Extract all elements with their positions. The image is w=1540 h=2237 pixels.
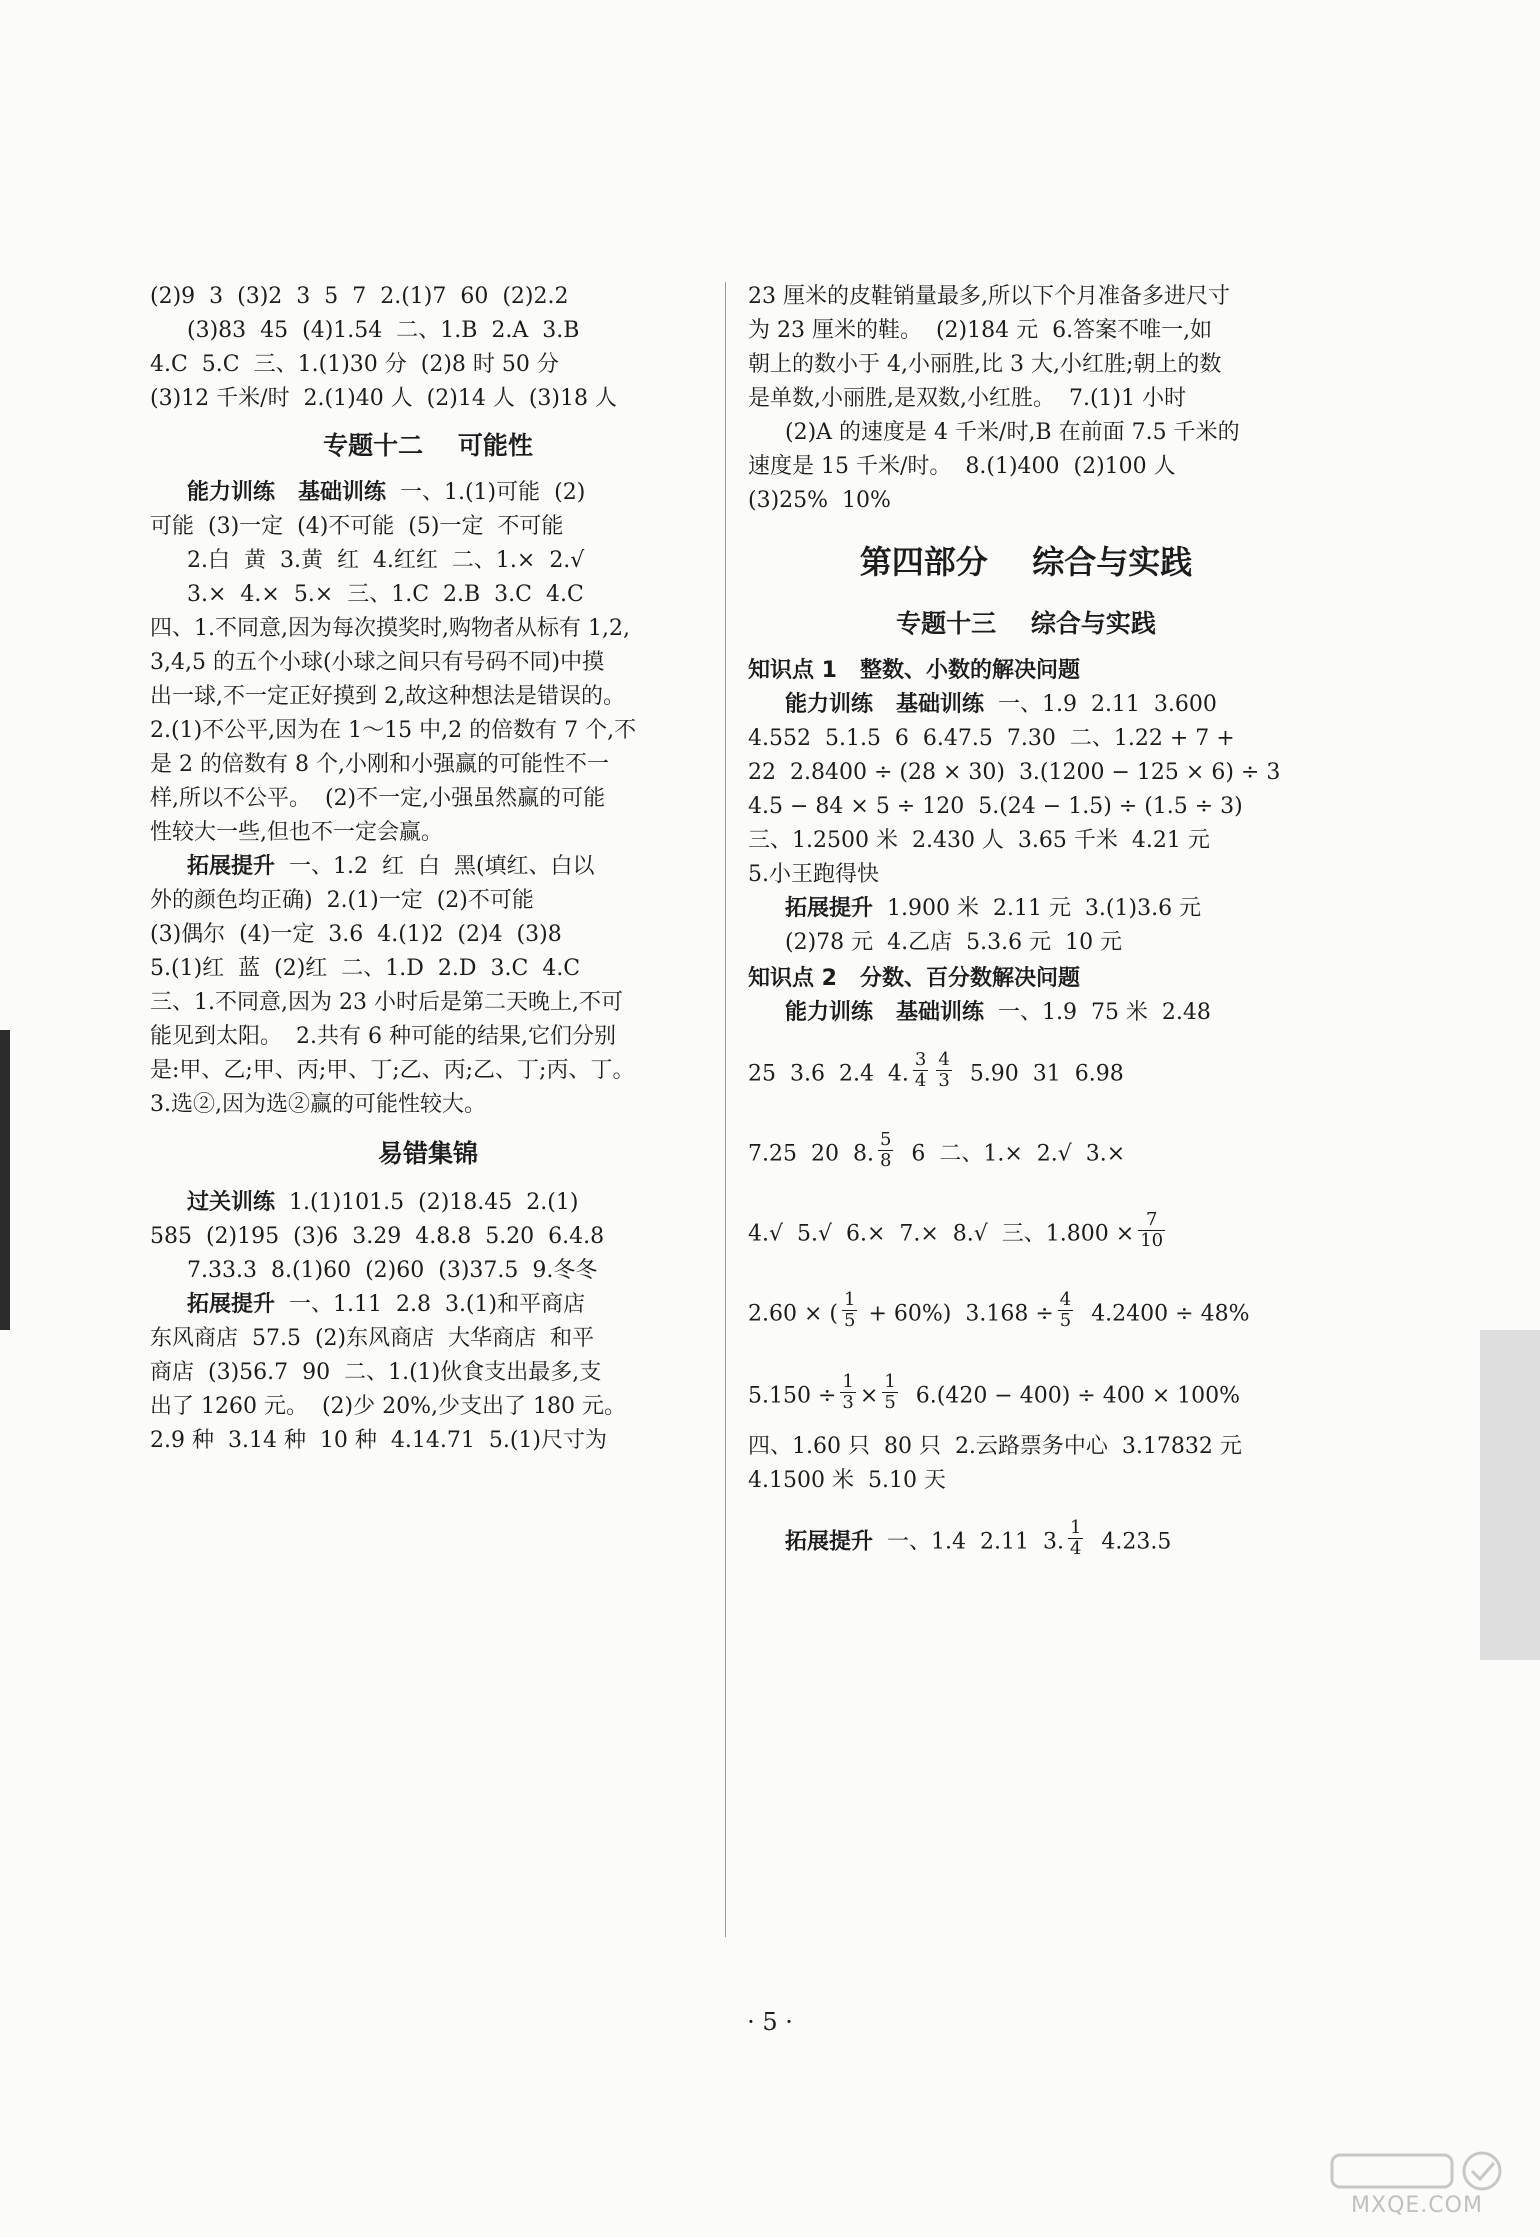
text-line: 性较大一些,但也不一定会赢。 bbox=[150, 820, 443, 845]
text-line: 7.33.3 8.(1)60 (2)60 (3)37.5 9.冬冬 bbox=[187, 1258, 598, 1283]
text-line: 出一球,不一定正好摸到 2,故这种想法是错误的。 bbox=[150, 684, 625, 709]
knowledge-point-title: 知识点 1 整数、小数的解决问题 bbox=[748, 658, 1080, 683]
text-line: 2.(1)不公平,因为在 1～15 中,2 的倍数有 7 个,不 bbox=[150, 718, 637, 743]
text-line: (2)9 3 (3)2 3 5 7 2.(1)7 60 (2)2.2 bbox=[150, 284, 569, 309]
answer-text: 5.150 ÷ bbox=[748, 1383, 837, 1409]
fraction-numerator: 1 bbox=[884, 1371, 896, 1392]
text-line: (3)25% 10% bbox=[748, 488, 891, 513]
text-line bbox=[785, 690, 1217, 720]
answer-text: 5.90 31 6.98 bbox=[955, 1061, 1124, 1087]
fraction-numerator: 4 bbox=[938, 1049, 950, 1070]
text-line bbox=[187, 852, 595, 882]
part-heading: 第四部分 综合与实践 bbox=[859, 543, 1193, 581]
fraction-numerator: 5 bbox=[879, 1129, 892, 1150]
text-line: 4.1500 米 5.10 天 bbox=[748, 1468, 946, 1493]
text-line: 是 2 的倍数有 8 个,小刚和小强赢的可能性不一 bbox=[150, 752, 609, 777]
fraction-numerator: 4 bbox=[1059, 1289, 1072, 1310]
exercise-label: 能力训练 基础训练 bbox=[187, 480, 386, 505]
text-line: 3.× 4.× 5.× 三、1.C 2.B 3.C 4.C bbox=[187, 582, 584, 607]
exercise-label: 过关训练 bbox=[187, 1190, 276, 1215]
exercise-label: 拓展提升 bbox=[187, 854, 276, 879]
text-line: 三、1.2500 米 2.430 人 3.65 千米 4.21 元 bbox=[748, 828, 1210, 853]
fraction bbox=[842, 1290, 857, 1331]
fraction bbox=[840, 1372, 855, 1413]
fraction-denominator: 5 bbox=[884, 1392, 896, 1413]
answer-text: 6.(420 − 400) ÷ 400 × 100% bbox=[901, 1383, 1241, 1409]
answer-text: 4.23.5 bbox=[1087, 1529, 1172, 1555]
text-line: 5.小王跑得快 bbox=[748, 862, 879, 887]
text-line: 是:甲、乙;甲、丙;甲、丁;乙、丙;乙、丁;丙、丁。 bbox=[150, 1058, 635, 1083]
text-line: 四、1.60 只 80 只 2.云路票务中心 3.17832 元 bbox=[748, 1434, 1242, 1459]
exercise-label: 能力训练 基础训练 bbox=[785, 692, 984, 717]
text-line: 3,4,5 的五个小球(小球之间只有号码不同)中摸 bbox=[150, 650, 605, 675]
text-line: 样,所以不公平。 (2)不一定,小强虽然赢的可能 bbox=[150, 786, 606, 811]
fraction bbox=[913, 1050, 928, 1091]
answer-text: 1.(1)101.5 (2)18.45 2.(1) bbox=[275, 1190, 579, 1215]
text-line bbox=[187, 1290, 585, 1320]
fraction-numerator: 1 bbox=[842, 1371, 854, 1392]
text-line: 4.5 − 84 × 5 ÷ 120 5.(24 − 1.5) ÷ (1.5 ÷ 3) bbox=[748, 794, 1243, 819]
text-line: 22 2.8400 ÷ (28 × 30) 3.(1200 − 125 × 6) ÷ 3 bbox=[748, 760, 1281, 785]
fraction-denominator: 4 bbox=[914, 1070, 927, 1091]
fraction-numerator: 7 bbox=[1138, 1210, 1165, 1231]
page-number: · 5 · bbox=[747, 2008, 793, 2036]
text-line bbox=[187, 478, 585, 508]
fraction-denominator: 3 bbox=[842, 1392, 854, 1413]
answer-text: 一、1.9 75 米 2.48 bbox=[983, 1000, 1211, 1025]
text-line: 东风商店 57.5 (2)东风商店 大华商店 和平 bbox=[150, 1326, 595, 1351]
fraction bbox=[878, 1130, 893, 1171]
exercise-label: 拓展提升 bbox=[785, 896, 874, 921]
text-line: 4.552 5.1.5 6 6.47.5 7.30 二、1.22 + 7 + bbox=[748, 726, 1235, 751]
text-line: (2)78 元 4.乙店 5.3.6 元 10 元 bbox=[785, 930, 1123, 955]
fraction bbox=[1058, 1290, 1073, 1331]
text-line: 3.选②,因为选②赢的可能性较大。 bbox=[150, 1092, 486, 1117]
answer-text: 2.60 × ( bbox=[748, 1301, 838, 1327]
section-heading-errors: 易错集锦 bbox=[377, 1139, 478, 1168]
text-line: 是单数,小丽胜,是双数,小红胜。 7.(1)1 小时 bbox=[748, 386, 1187, 411]
answer-text: 一、1.11 2.8 3.(1)和平商店 bbox=[275, 1292, 586, 1317]
fraction-numerator: 1 bbox=[844, 1289, 856, 1310]
text-line bbox=[748, 1129, 1126, 1171]
text-line: 可能 (3)一定 (4)不可能 (5)一定 不可能 bbox=[150, 514, 564, 539]
text-line: 5.(1)红 蓝 (2)红 二、1.D 2.D 3.C 4.C bbox=[150, 956, 581, 981]
text-line: 为 23 厘米的鞋。 (2)184 元 6.答案不唯一,如 bbox=[748, 318, 1213, 343]
watermark-emblem-icon bbox=[1322, 2149, 1512, 2193]
text-line: 速度是 15 千米/时。 8.(1)400 (2)100 人 bbox=[748, 454, 1176, 479]
text-line: 三、1.不同意,因为 23 小时后是第二天晚上,不可 bbox=[150, 990, 623, 1015]
text-line bbox=[748, 1049, 1124, 1091]
exercise-label: 拓展提升 bbox=[187, 1292, 276, 1317]
text-line: 外的颜色均正确) 2.(1)一定 (2)不可能 bbox=[150, 888, 534, 913]
answer-text: 7.25 20 8. bbox=[748, 1141, 874, 1167]
text-line: 商店 (3)56.7 90 二、1.(1)伙食支出最多,支 bbox=[150, 1360, 602, 1385]
fraction bbox=[936, 1050, 951, 1091]
scan-edge-mark bbox=[0, 1030, 10, 1330]
fraction-denominator: 5 bbox=[1059, 1310, 1072, 1331]
text-line: 585 (2)195 (3)6 3.29 4.8.8 5.20 6.4.8 bbox=[150, 1224, 605, 1249]
answer-text: 一、1.2 红 白 黑(填红、白以 bbox=[275, 854, 595, 879]
answer-text: 一、1.4 2.11 3. bbox=[873, 1529, 1064, 1555]
fraction-denominator: 5 bbox=[844, 1310, 856, 1331]
text-line bbox=[785, 1517, 1172, 1559]
scan-side-tab bbox=[1480, 1330, 1540, 1660]
text-line bbox=[785, 998, 1211, 1028]
fraction bbox=[1068, 1518, 1083, 1559]
text-line: 朝上的数小于 4,小丽胜,比 3 大,小红胜;朝上的数 bbox=[748, 352, 1222, 377]
watermark-text: MXQE.COM bbox=[1351, 2193, 1483, 2218]
text-line bbox=[748, 1371, 1241, 1413]
fraction bbox=[882, 1372, 897, 1413]
fraction-denominator: 3 bbox=[938, 1070, 950, 1091]
fraction-numerator: 1 bbox=[1069, 1517, 1082, 1538]
column-divider bbox=[725, 282, 726, 1937]
text-line bbox=[748, 1289, 1250, 1331]
text-line: (2)A 的速度是 4 千米/时,B 在前面 7.5 千米的 bbox=[785, 420, 1240, 445]
fraction-denominator: 4 bbox=[1069, 1538, 1082, 1559]
answer-text: 4.2400 ÷ 48% bbox=[1077, 1301, 1250, 1327]
section-heading-topic13: 专题十三 综合与实践 bbox=[896, 609, 1156, 638]
text-line bbox=[785, 894, 1201, 924]
fraction-denominator: 8 bbox=[879, 1150, 892, 1171]
knowledge-point-title: 知识点 2 分数、百分数解决问题 bbox=[748, 966, 1080, 991]
section-heading-topic12: 专题十二 可能性 bbox=[323, 431, 533, 460]
answer-text: + 60%) 3.168 ÷ bbox=[861, 1301, 1054, 1327]
answer-text: × bbox=[859, 1383, 879, 1409]
text-line: (3)偶尔 (4)一定 3.6 4.(1)2 (2)4 (3)8 bbox=[150, 922, 562, 947]
answer-text: 4.√ 5.√ 6.× 7.× 8.√ 三、1.800 × bbox=[748, 1221, 1135, 1247]
fraction-denominator: 10 bbox=[1140, 1230, 1164, 1251]
text-line: (3)83 45 (4)1.54 二、1.B 2.A 3.B bbox=[187, 318, 580, 343]
text-line bbox=[187, 1188, 578, 1218]
text-line: 四、1.不同意,因为每次摸奖时,购物者从标有 1,2, bbox=[150, 616, 630, 641]
text-line: 2.白 黄 3.黄 红 4.红红 二、1.× 2.√ bbox=[187, 548, 585, 573]
answer-text: 6 二、1.× 2.√ 3.× bbox=[897, 1141, 1126, 1167]
fraction-numerator: 3 bbox=[914, 1049, 927, 1070]
text-line bbox=[748, 1209, 1169, 1251]
answer-text: 一、1.9 2.11 3.600 bbox=[983, 692, 1217, 717]
exercise-label: 拓展提升 bbox=[785, 1529, 874, 1555]
text-line: (3)12 千米/时 2.(1)40 人 (2)14 人 (3)18 人 bbox=[150, 386, 617, 411]
text-line: 2.9 种 3.14 种 10 种 4.14.71 5.(1)尺寸为 bbox=[150, 1428, 608, 1453]
fraction bbox=[1138, 1210, 1165, 1251]
text-line: 能见到太阳。 2.共有 6 种可能的结果,它们分别 bbox=[150, 1024, 616, 1049]
answer-text: 25 3.6 2.4 4. bbox=[748, 1061, 909, 1087]
watermark-logo bbox=[1322, 2149, 1512, 2219]
text-line: 4.C 5.C 三、1.(1)30 分 (2)8 时 50 分 bbox=[150, 352, 559, 377]
answer-text: 1.900 米 2.11 元 3.(1)3.6 元 bbox=[873, 896, 1202, 921]
text-line: 出了 1260 元。 (2)少 20%,少支出了 180 元。 bbox=[150, 1394, 626, 1419]
answer-text: 一、1.(1)可能 (2) bbox=[385, 480, 586, 505]
text-line: 23 厘米的皮鞋销量最多,所以下个月准备多进尺寸 bbox=[748, 284, 1230, 309]
exercise-label: 能力训练 基础训练 bbox=[785, 1000, 984, 1025]
